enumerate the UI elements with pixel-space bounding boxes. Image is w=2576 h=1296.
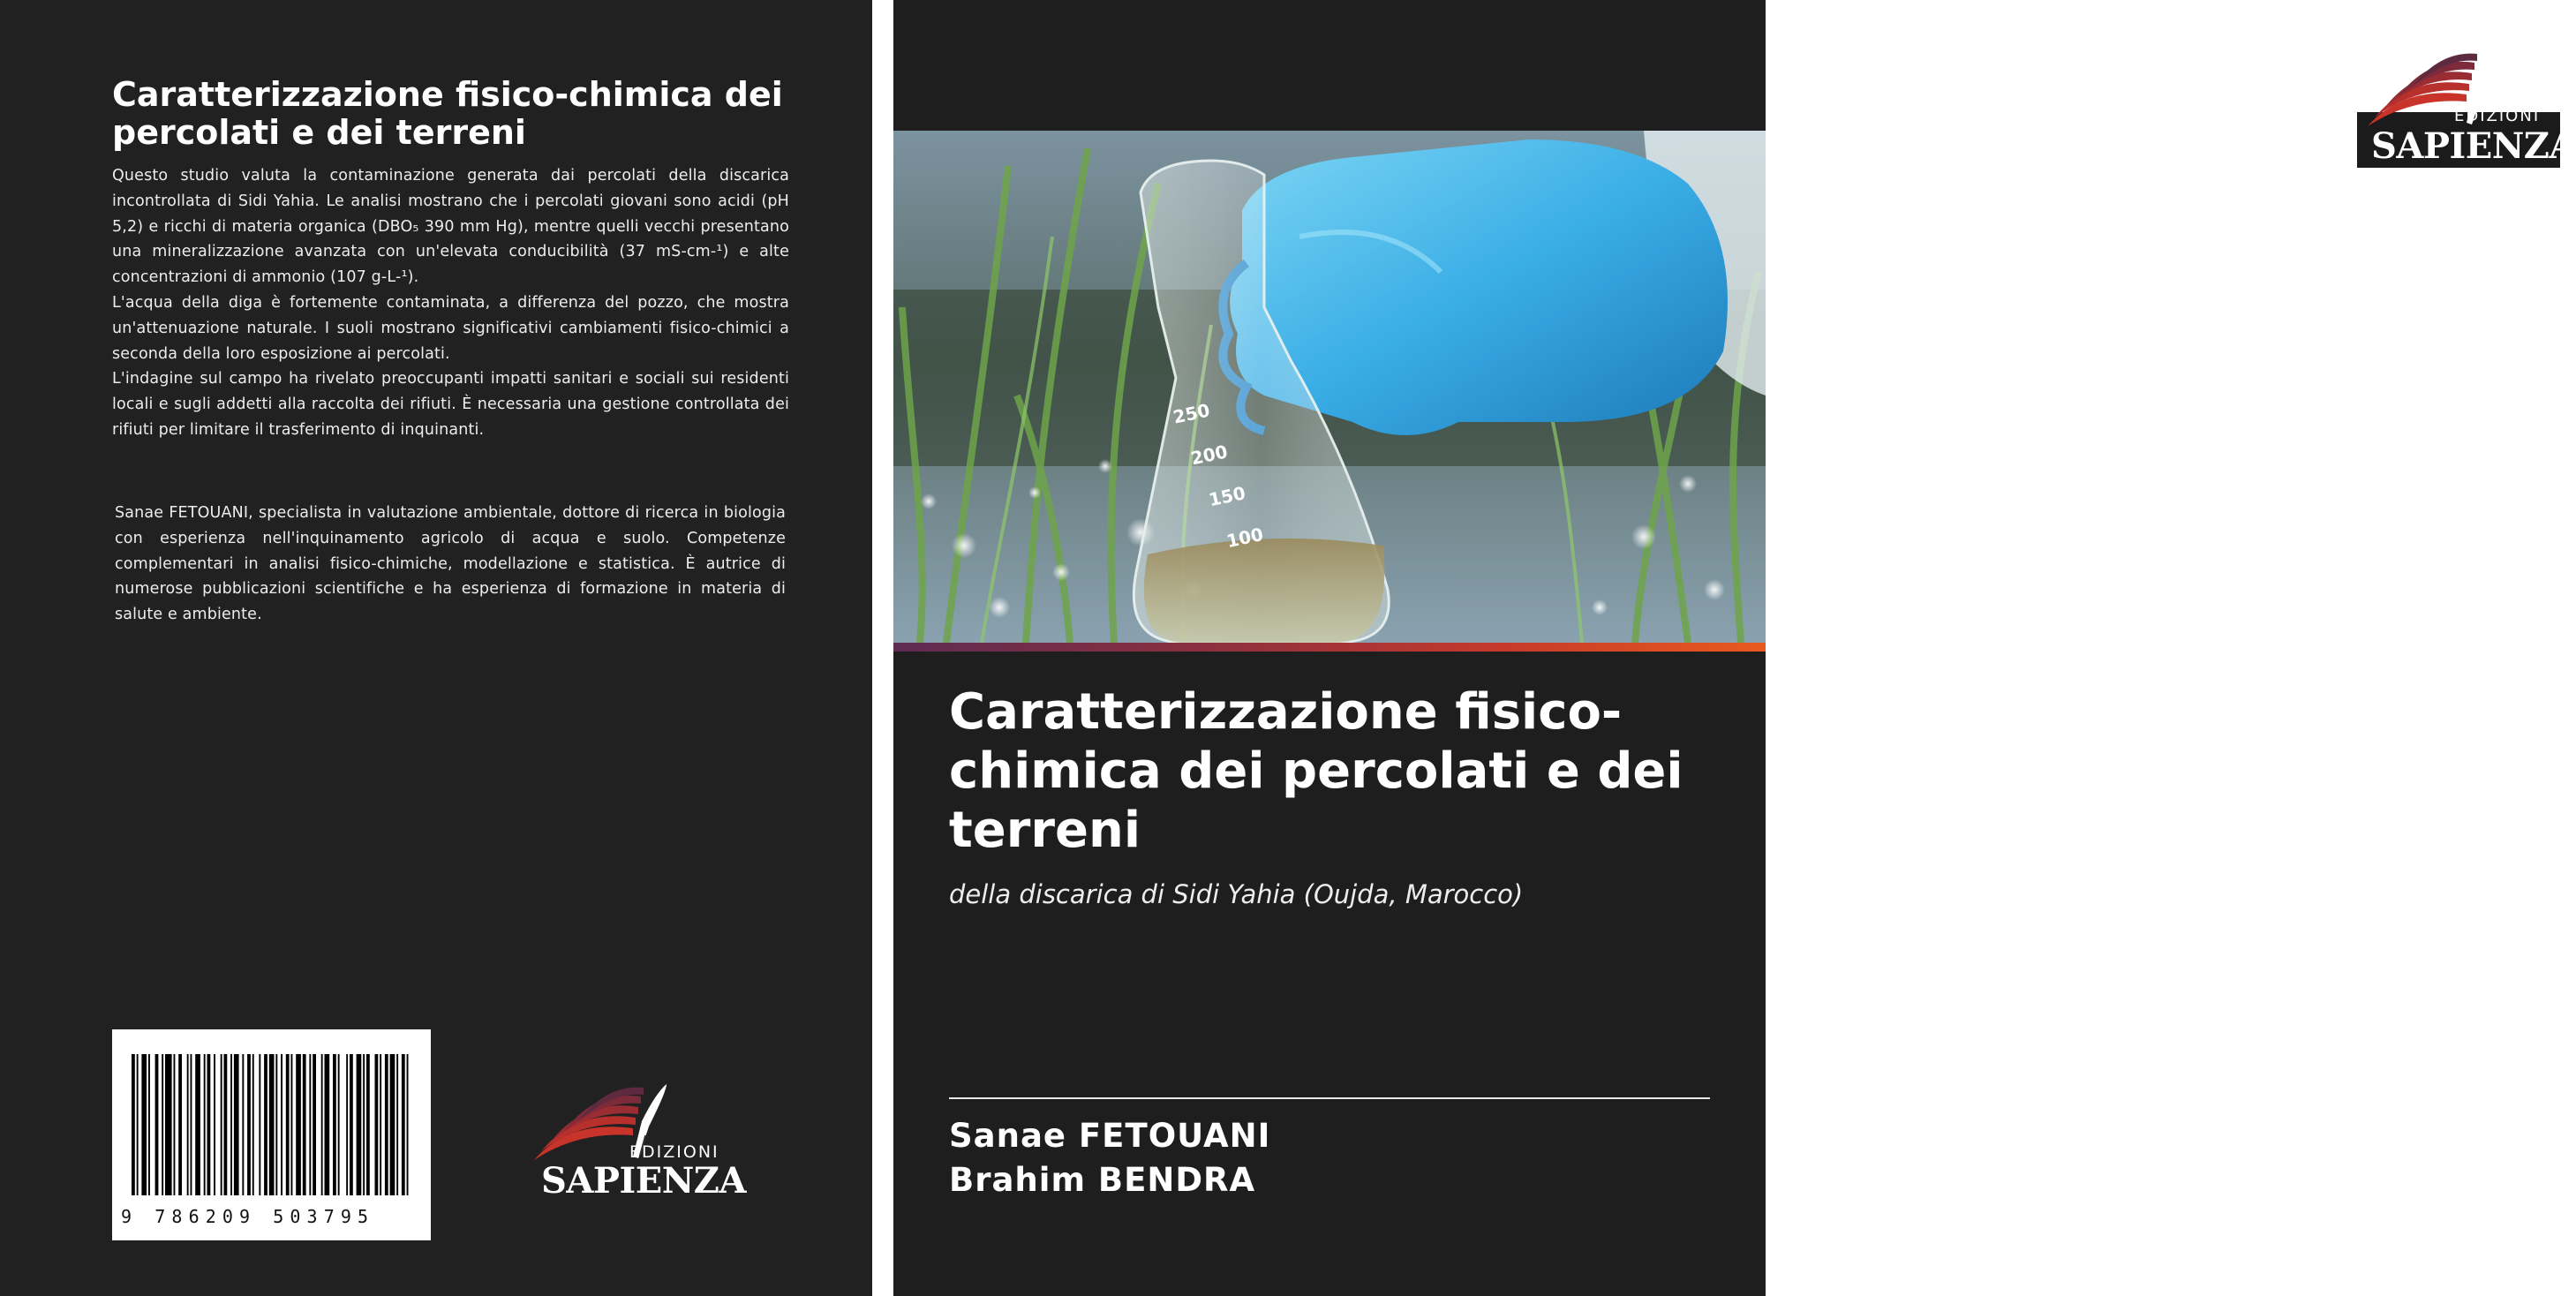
front-cover	[893, 0, 2576, 1296]
back-cover	[0, 0, 872, 1296]
back-cover-summary	[112, 163, 789, 443]
divider	[949, 1097, 1710, 1099]
summary-paragraph: Questo studio valuta la contaminazione generata dai percolati della discarica incontrollata di Sidi Yahia. Le analisi mostrano che i percolati giovani sono acidi (pH 5,2) e ricchi di materia organica (DBO₅ 390 mm Hg), mentre quelli vecchi presentano una mineralizzazione avanzata con un'elevata conducibilità (37 mS-cm-¹) e alte concentrazioni di ammonio (107 g-L-¹).	[112, 167, 789, 287]
publisher-name: SAPIENZA	[541, 1160, 746, 1202]
front-cover-subtitle: della discarica di Sidi Yahia (Oujda, Marocco)	[949, 879, 1524, 909]
flask-marking: 100	[1224, 523, 1266, 553]
front-cover-title: Caratterizzazione fisico-chimica dei percolati e dei terreni	[949, 683, 1683, 859]
publisher-logo	[534, 1082, 746, 1204]
publisher-logo	[2357, 49, 2576, 168]
cover-photo	[893, 131, 1766, 643]
summary-paragraph: L'acqua della diga è fortemente contaminata, a differenza del pozzo, che mostra un'attenuazione naturale. I suoli mostrano significativi cambiamenti fisico-chimici a seconda della loro esposizione ai percolati.	[112, 293, 789, 363]
isbn-barcode	[112, 1029, 431, 1240]
author-name: Brahim BENDRA	[949, 1161, 1256, 1199]
spine-gap	[872, 0, 893, 1296]
publisher-edizioni: EDIZIONI	[629, 1142, 719, 1162]
flask-marking: 250	[1171, 399, 1212, 428]
author-list	[949, 1114, 1726, 1202]
summary-paragraph: L'indagine sul campo ha rivelato preoccupanti impatti sanitari e sociali sui residenti locali e sugli addetti alla raccolta dei rifiuti. È necessaria una gestione controllata dei rifiuti per limitare il trasferimento di inquinanti.	[112, 370, 789, 439]
author-bio: Sanae FETOUANI, specialista in valutazione ambientale, dottore di ricerca in biologia con esperienza nell'inquinamento agricolo di acqua e suolo. Competenze complementari in analisi fisico-chimiche, modellazione e statistica. È autrice di numerose pubblicazioni scientifiche e ha esperienza di formazione in materia di salute e ambiente.	[115, 504, 786, 624]
flask-marking: 150	[1207, 482, 1247, 511]
publisher-name: SAPIENZA	[2371, 125, 2576, 167]
back-cover-title: Caratterizzazione fisico-chimica dei percolati e dei terreni	[112, 75, 783, 152]
gloved-hand-with-flask-image	[893, 131, 1766, 643]
author-name: Sanae FETOUANI	[949, 1117, 1271, 1155]
publisher-edizioni: EDIZIONI	[2454, 107, 2541, 125]
barcode-digits: 9 786209 503795	[121, 1206, 375, 1227]
barcode-bars	[132, 1054, 414, 1211]
flask-marking: 200	[1188, 441, 1230, 470]
color-strip	[893, 643, 1766, 652]
